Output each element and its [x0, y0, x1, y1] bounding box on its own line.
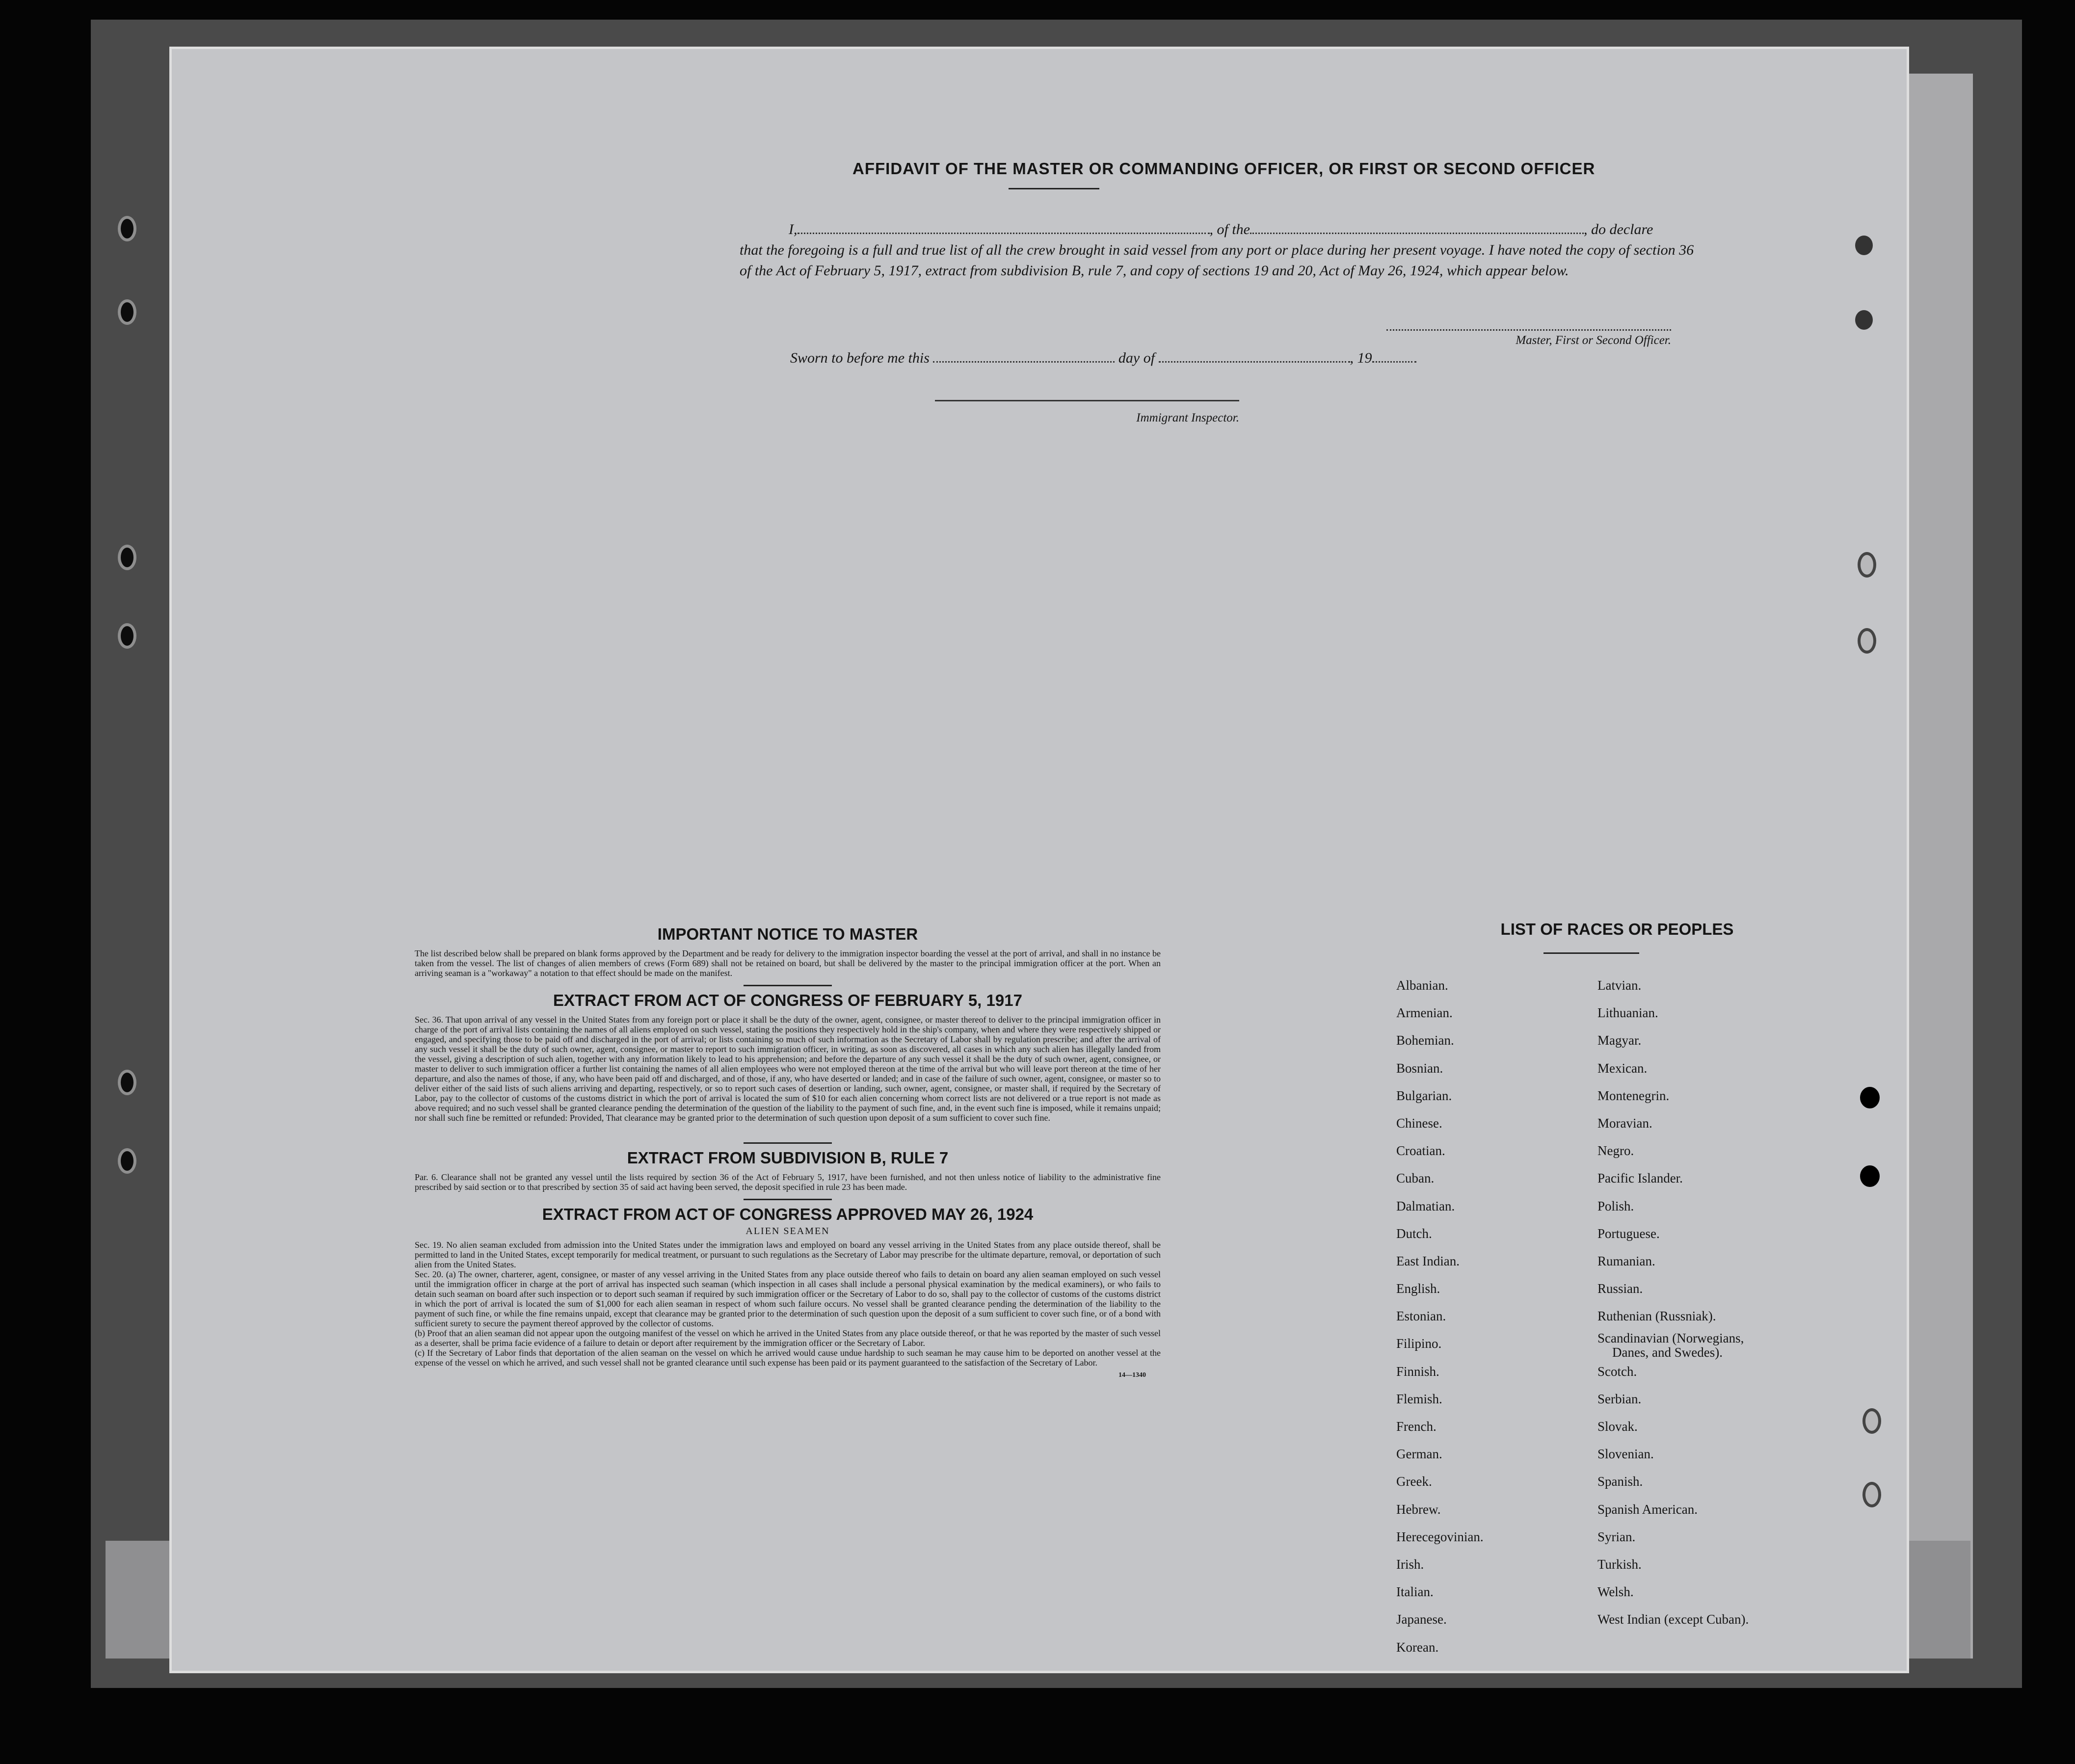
race-item: Spanish American.	[1597, 1501, 1698, 1517]
binder-hole	[1862, 1482, 1881, 1507]
binder-hole	[1860, 1087, 1880, 1108]
section-rule	[744, 1142, 832, 1144]
year-blank	[1372, 356, 1416, 363]
sworn-line: Sworn to before me this day of , 19	[790, 350, 1416, 367]
race-item: Polish.	[1597, 1198, 1634, 1213]
races-column-2	[1597, 972, 1749, 1633]
sec20b-text: (b) Proof that an alien seaman did not appear upon the outgoing manifest of the vessel on which he arrived in the United States from any place outside thereof, or that he was reported by the master of such vessel as a deserter, shall be prima facie evidence of a failure to detain or deport after requirement by the immigration officer or the Secretary of Labor.	[415, 1328, 1161, 1348]
race-item: Syrian.	[1597, 1529, 1636, 1544]
alien-seamen-subtitle: ALIEN SEAMEN	[745, 1226, 830, 1237]
race-item: Turkish.	[1597, 1556, 1642, 1572]
race-item: Bosnian.	[1396, 1060, 1443, 1076]
section-rule	[744, 1199, 832, 1200]
race-item: German.	[1396, 1447, 1442, 1462]
race-item: Rumanian.	[1597, 1253, 1655, 1268]
binder-hole	[118, 545, 136, 570]
month-blank	[1159, 356, 1350, 363]
race-item: Slovak.	[1597, 1419, 1638, 1434]
race-item: West Indian (except Cuban).	[1597, 1612, 1749, 1627]
race-item: Welsh.	[1597, 1584, 1634, 1600]
race-item: Bohemian.	[1396, 1033, 1454, 1048]
extract-1917-title: EXTRACT FROM ACT OF CONGRESS OF FEBRUARY 5, 1917	[553, 991, 1022, 1009]
race-item: Scotch.	[1597, 1364, 1637, 1379]
day-blank	[933, 356, 1115, 363]
race-item: Herecegovinian.	[1396, 1529, 1484, 1544]
race-item: Portuguese.	[1597, 1226, 1660, 1241]
race-item: Russian.	[1597, 1281, 1643, 1296]
master-signature-line	[1386, 329, 1671, 347]
race-item: Flemish.	[1396, 1391, 1442, 1406]
binder-hole	[118, 216, 136, 241]
race-item: Pacific Islander.	[1597, 1171, 1683, 1186]
title-rule	[1009, 188, 1099, 189]
race-item: Hebrew.	[1396, 1501, 1441, 1517]
race-item: Chinese.	[1396, 1115, 1442, 1131]
sec20c-text: (c) If the Secretary of Labor finds that deportation of the alien seaman on the vessel on which he arrived would cause undue hardship to such seaman he may cause him to be deported on another vessel at the expense of the vessel on which he arrived, and such vessel shall not be granted clearance until such expense has been paid or its payment guaranteed to the satisfaction of the Secretary of Labor.	[415, 1348, 1161, 1368]
binder-hole	[1855, 236, 1873, 255]
affidavit-line-1: I, , of the , do declare	[789, 221, 1653, 237]
race-item: Estonian.	[1396, 1309, 1446, 1324]
race-item: English.	[1396, 1281, 1440, 1296]
race-item: Serbian.	[1597, 1391, 1642, 1406]
races-title-rule	[1543, 952, 1639, 954]
race-item: Armenian.	[1396, 1005, 1453, 1021]
name-blank	[798, 228, 1210, 234]
race-item: Montenegrin.	[1597, 1088, 1670, 1103]
sec19-text: Sec. 19. No alien seaman excluded from admission into the United States under the immigration laws and employed on board any vessel arriving in the United States from any place outside thereof, shall be permitted to land in the United States, except temporarily for medical treatment, or pursuant to such regulations as the Secretary of Labor may prescribe for the ultimate departure, removal, or deportation of such alien from the United States.	[415, 1240, 1161, 1269]
legal-notice-column	[415, 925, 1161, 1379]
race-item: Magyar.	[1597, 1033, 1642, 1048]
race-item: Latvian.	[1597, 978, 1642, 993]
race-item: Scandinavian (Norwegians,	[1597, 1331, 1744, 1346]
race-item: Moravian.	[1597, 1115, 1652, 1131]
races-column-1	[1396, 972, 1484, 1661]
race-item: Filipino.	[1396, 1336, 1442, 1351]
race-item: Mexican.	[1597, 1060, 1648, 1076]
race-item: French.	[1396, 1419, 1437, 1434]
races-title: LIST OF RACES OR PEOPLES	[1500, 920, 1734, 938]
race-item: Japanese.	[1396, 1612, 1447, 1627]
affidavit-body: that the foregoing is a full and true list of all the crew brought in said vessel from any port or place during her present voyage. I have noted the copy of section 36 of the Act of February 5, 1917, extract from subdivision B, rule 7, and copy of sections 19 and 20, Act of May 26, 1924, which appear below.	[740, 242, 1694, 279]
binder-hole	[1858, 552, 1876, 578]
extract-1917-body: Sec. 36. That upon arrival of any vessel in the United States from any foreign port or place it shall be the duty of the owner, agent, consignee, or master thereof to deliver to the principal immigration officer in charge of the port of arrival lists containing the names of all aliens employed on such vessel, stating the positions they respectively hold in the ship's company, when and where they were respectively shipped or engaged, and specifying those to be paid off and discharged in the port of arrival; or lists containing so much of such information as the Secretary of Labor shall by regulation prescribe; and after the arrival of any such vessel it shall be the duty of such owner, agent, consignee, or master to report to such immigration officer, in writing, as soon as discovered, all cases in which any such alien has illegally landed from the vessel, giving a description of such alien, together with any information likely to lead to his apprehension; and before the departure of any such vessel it shall be the duty of such owner, agent, consignee, or master to deliver to such immigration officer a further list containing the names of all alien employees who were not employed thereon at the time of the arrival but who will leave port thereon at the time of her departure, and also the names of those, if any, who have been paid off and discharged, and of those, if any, who have deserted or landed; and in case of the failure of such owner, agent, consignee, or master so to deliver either of the said lists of such aliens arriving and departing, respectively, or so to report such cases of desertion or landing, such owner, agent, consignee, or master shall, if required by the Secretary of Labor, pay to the collector of customs of the customs district in which the port of arrival is located the sum of $10 for each alien concerning whom correct lists are not delivered or a true report is not made as above required; and no such vessel shall be granted clearance pending the determination of the question of the liability to the payment of such fine, and, in the event such fine is imposed, while it remains unpaid; nor shall such fine be remitted or refunded: Provided, That clearance may be granted prior to the determination of such question upon deposit of a sum sufficient to cover such fine.	[415, 1015, 1161, 1123]
affidavit-page	[169, 47, 1909, 1673]
notice-body: The list described below shall be prepared on blank forms approved by the Department and be ready for delivery to the immigration inspector boarding the vessel at the port of arrival, and shall in no instance be taken from the vessel. The list of changes of alien members of crews (Form 689) shall not be retained on board, but shall be delivered by the master to the principal immigration officer at the port. When an arriving seaman is a "workaway" a notation to that effect should be made on the manifest.	[415, 948, 1161, 978]
extract-1924-title: EXTRACT FROM ACT OF CONGRESS APPROVED MAY 26, 1924	[542, 1205, 1034, 1223]
binder-hole	[118, 1070, 136, 1095]
race-item: Danes, and Swedes).	[1612, 1344, 1723, 1360]
race-item: Irish.	[1396, 1556, 1424, 1572]
race-item: Slovenian.	[1597, 1447, 1654, 1462]
binder-hole	[118, 299, 136, 325]
race-item: Dalmatian.	[1396, 1198, 1455, 1213]
binder-hole	[118, 1148, 136, 1174]
race-item: Albanian.	[1396, 978, 1448, 993]
race-item: Spanish.	[1597, 1474, 1643, 1489]
binder-hole	[1855, 310, 1873, 330]
race-item: Negro.	[1597, 1143, 1634, 1158]
extract-rule7-body: Par. 6. Clearance shall not be granted any vessel until the lists required by section 36 of the Act of February 5, 1917, have been furnished, and not then unless notice of liability to the administrative fine prescribed by said section or to that prescribed by section 35 of said act having been served, the deposit specified in rule 23 has been made.	[415, 1172, 1161, 1192]
affidavit-text	[740, 219, 1702, 281]
race-item: Ruthenian (Russniak).	[1597, 1309, 1716, 1324]
binder-hole	[1858, 628, 1876, 654]
binder-hole	[1860, 1165, 1880, 1187]
race-item: Italian.	[1396, 1584, 1434, 1600]
race-item: Lithuanian.	[1597, 1005, 1658, 1021]
race-item: Croatian.	[1396, 1143, 1445, 1158]
form-number: 14—1340	[1118, 1371, 1146, 1379]
binder-hole	[118, 623, 136, 649]
races-list	[1396, 920, 1838, 1655]
sec20a-text: Sec. 20. (a) The owner, charterer, agent, consignee, or master of any vessel arriving in the United States from any place outside thereof who fails to detain on board any alien seaman employed on such vessel until the immigration officer in charge at the port of arrival has inspected such seaman (which inspection in all cases shall include a personal physical examination by the medical examiners), or who fails to detain such seaman on board after such inspection or to deport such seaman if required by such immigration officer or the Secretary of Labor to do so, shall pay to the collector of customs of the customs district in which the port of arrival is located the sum of $1,000 for each alien seaman in respect of whom such failure occurs. No vessel shall be granted clearance pending the determination of the liability to the payment of such fine, or while the fine remains unpaid, except that clearance may be granted prior to the determination of such question upon the deposit of a sum sufficient to cover such fine, or of a bond with sufficient surety to secure the payment thereof approved by the collector of customs.	[415, 1269, 1161, 1328]
race-item: Bulgarian.	[1396, 1088, 1452, 1103]
master-signature-label: Master, First or Second Officer.	[1516, 334, 1671, 347]
race-item: Greek.	[1396, 1474, 1432, 1489]
race-item: Korean.	[1396, 1639, 1439, 1655]
binder-hole	[1862, 1408, 1881, 1434]
position-blank	[1250, 228, 1584, 234]
race-item: Finnish.	[1396, 1364, 1439, 1379]
section-rule	[744, 985, 832, 986]
race-item: Cuban.	[1396, 1171, 1435, 1186]
inspector-signature-label: Immigrant Inspector.	[1136, 411, 1239, 424]
race-item: East Indian.	[1396, 1253, 1460, 1268]
race-item: Dutch.	[1396, 1226, 1432, 1241]
affidavit-title: AFFIDAVIT OF THE MASTER OR COMMANDING OFFICER, OR FIRST OR SECOND OFFICER	[852, 159, 1596, 178]
inspector-signature-line	[935, 400, 1239, 425]
notice-title: IMPORTANT NOTICE TO MASTER	[657, 925, 918, 943]
extract-rule7-title: EXTRACT FROM SUBDIVISION B, RULE 7	[627, 1149, 949, 1167]
